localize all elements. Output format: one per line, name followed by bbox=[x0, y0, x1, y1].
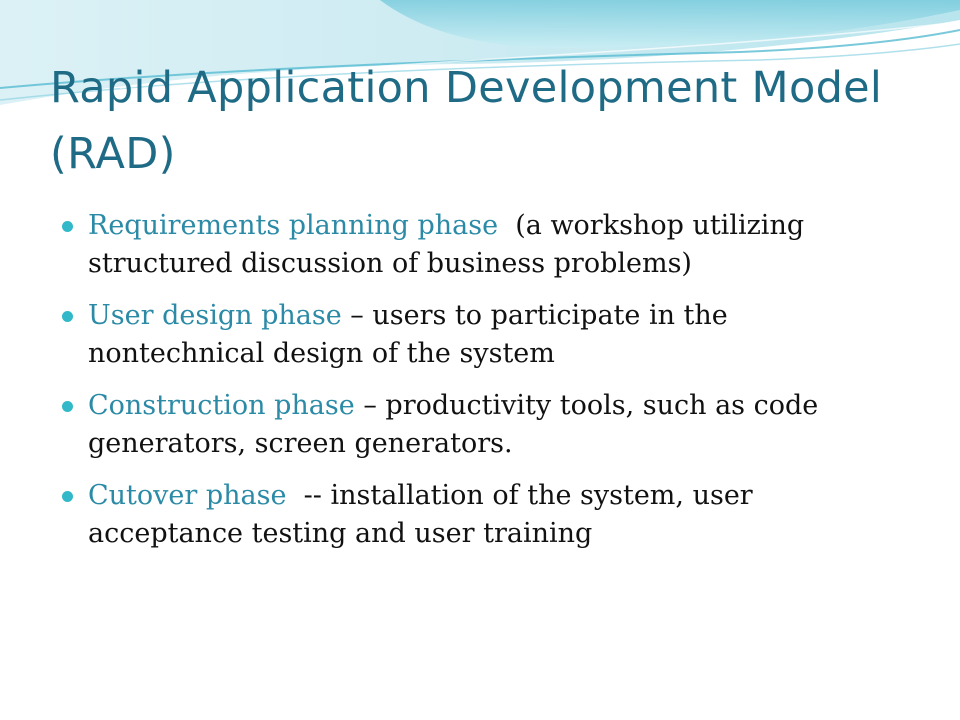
phase-description: – users to participate in the nontechnical design of the system bbox=[88, 300, 737, 369]
list-item bbox=[62, 297, 882, 373]
list-item bbox=[62, 477, 882, 553]
phase-name: Construction phase bbox=[88, 390, 355, 421]
list-item bbox=[62, 387, 882, 463]
bullet-icon bbox=[62, 491, 73, 502]
phase-description: (a workshop utilizing structured discussion of business problems) bbox=[88, 210, 813, 279]
bullet-list bbox=[62, 207, 882, 567]
phase-description: -- installation of the system, user acceptance testing and user training bbox=[88, 480, 762, 549]
phase-name: Requirements planning phase bbox=[88, 210, 499, 241]
list-item bbox=[62, 207, 882, 283]
phase-name: Cutover phase bbox=[88, 480, 287, 511]
bullet-icon bbox=[62, 221, 73, 232]
bullet-icon bbox=[62, 401, 73, 412]
phase-description: – productivity tools, such as code generators, screen generators. bbox=[88, 390, 827, 459]
bullet-icon bbox=[62, 311, 73, 322]
phase-name: User design phase bbox=[88, 300, 342, 331]
slide-title: Rapid Application Development Model (RAD) bbox=[50, 63, 883, 179]
